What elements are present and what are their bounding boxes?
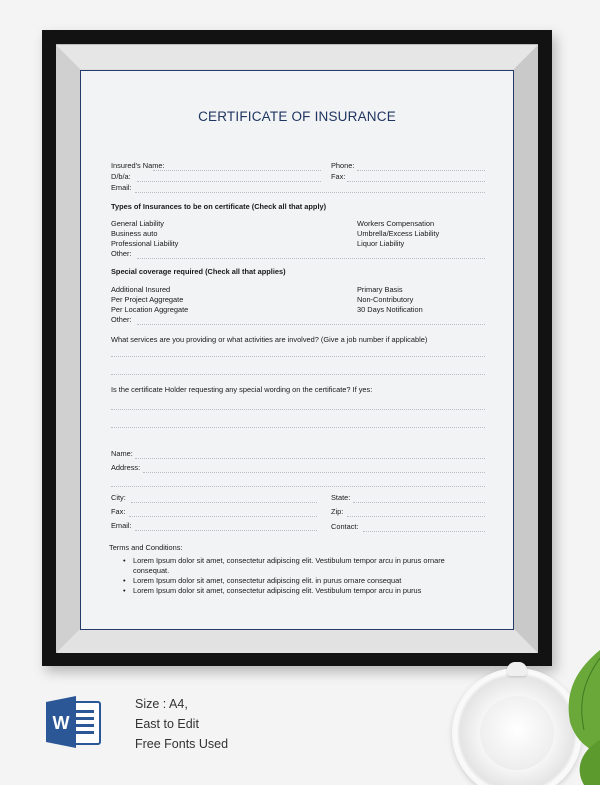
dba-field[interactable] xyxy=(137,181,321,182)
type-liquor-liability[interactable]: Liquor Liability xyxy=(357,239,405,248)
type-professional-liability[interactable]: Professional Liability xyxy=(111,239,179,248)
cup-inner xyxy=(480,696,554,770)
city-label: City: xyxy=(111,493,126,502)
type-other-field[interactable] xyxy=(137,258,485,259)
insured-name-label: Insured's Name: xyxy=(111,161,165,170)
address-field[interactable] xyxy=(143,472,485,473)
certificate-title: CERTIFICATE OF INSURANCE xyxy=(198,109,396,124)
svg-text:W: W xyxy=(52,713,70,733)
zip-label: Zip: xyxy=(331,507,344,516)
wording-answer-line-2[interactable] xyxy=(111,427,485,428)
cup-handle xyxy=(507,662,527,676)
address-field-line-2[interactable] xyxy=(111,486,485,487)
state-label: State: xyxy=(331,493,351,502)
fax-label: Fax: xyxy=(331,172,346,181)
services-question: What services are you providing or what activities are involved? (Give a job number if applicable) xyxy=(111,335,428,344)
special-other-field[interactable] xyxy=(137,324,485,325)
email-label: Email: xyxy=(111,183,132,192)
footer-size: Size : A4, xyxy=(135,697,188,711)
word-icon xyxy=(46,696,102,748)
type-other[interactable]: Other: xyxy=(111,249,132,258)
contact-label: Contact: xyxy=(331,522,359,531)
zip-field[interactable] xyxy=(347,516,485,517)
services-answer-line-2[interactable] xyxy=(111,374,485,375)
fax-field[interactable] xyxy=(347,181,485,182)
special-non-contributory[interactable]: Non-Contributory xyxy=(357,295,414,304)
special-30-days-notification[interactable]: 30 Days Notification xyxy=(357,305,423,314)
state-field[interactable] xyxy=(353,502,485,503)
leaf xyxy=(560,650,600,785)
contact-field[interactable] xyxy=(363,531,485,532)
special-other[interactable]: Other: xyxy=(111,315,132,324)
type-umbrella-liability[interactable]: Umbrella/Excess Liability xyxy=(357,229,440,238)
phone-label: Phone: xyxy=(331,161,355,170)
services-answer-line-1[interactable] xyxy=(111,356,485,357)
special-per-location-aggregate[interactable]: Per Location Aggregate xyxy=(111,305,189,314)
terms-item: • Lorem Ipsum dolor sit amet, consectetur adipiscing elit. Vestibulum tempor arcu in purus ornare consequat. xyxy=(123,556,463,575)
fax2-field[interactable] xyxy=(129,516,317,517)
email2-label: Email: xyxy=(111,521,132,530)
special-additional-insured[interactable]: Additional Insured xyxy=(111,285,171,294)
holder-name-field[interactable] xyxy=(135,458,485,459)
certificate-document xyxy=(80,70,514,630)
email-field[interactable] xyxy=(135,192,485,193)
terms-item: • Lorem Ipsum dolor sit amet, consectetur adipiscing elit. Vestibulum tempor arcu in purus xyxy=(123,586,463,596)
address-label: Address: xyxy=(111,463,141,472)
special-per-project-aggregate[interactable]: Per Project Aggregate xyxy=(111,295,184,304)
phone-field[interactable] xyxy=(357,170,485,171)
terms-item: • Lorem Ipsum dolor sit amet, consectetur adipiscing elit. in purus ornare consequat xyxy=(123,576,463,586)
city-field[interactable] xyxy=(131,502,317,503)
fax2-label: Fax: xyxy=(111,507,126,516)
footer-fonts: Free Fonts Used xyxy=(135,737,229,751)
types-heading: Types of Insurances to be on certificate (Check all that apply) xyxy=(111,202,327,211)
type-workers-compensation[interactable]: Workers Compensation xyxy=(357,219,435,228)
footer-edit: East to Edit xyxy=(135,717,199,731)
dba-label: D/b/a: xyxy=(111,172,131,181)
terms-heading: Terms and Conditions: xyxy=(109,543,183,552)
type-business-auto[interactable]: Business auto xyxy=(111,229,158,238)
special-heading: Special coverage required (Check all that applies) xyxy=(111,267,286,276)
wording-question: Is the certificate Holder requesting any special wording on the certificate? If yes: xyxy=(111,385,373,394)
insured-name-field[interactable] xyxy=(153,170,321,171)
email2-field[interactable] xyxy=(135,530,317,531)
terms-list xyxy=(123,556,463,596)
holder-name-label: Name: xyxy=(111,449,133,458)
type-general-liability[interactable]: General Liability xyxy=(111,219,164,228)
special-primary-basis[interactable]: Primary Basis xyxy=(357,285,403,294)
wording-answer-line-1[interactable] xyxy=(111,409,485,410)
